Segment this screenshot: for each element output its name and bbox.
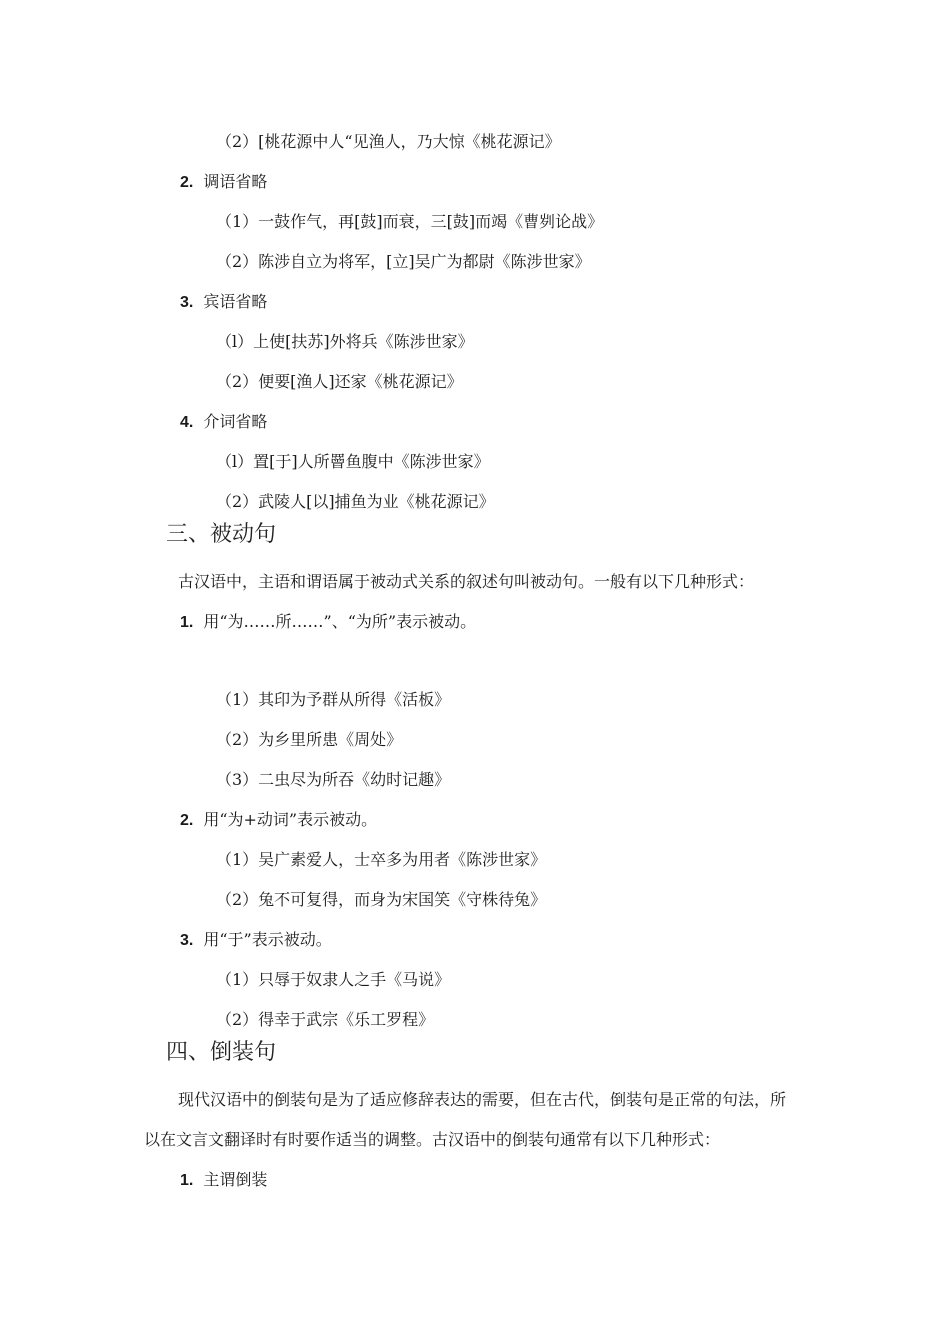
example-line: （1）只辱于奴隶人之手《马说》 — [216, 970, 451, 989]
item-number: 1. — [180, 1172, 194, 1189]
subsection-heading — [180, 930, 332, 951]
subsection-heading — [180, 292, 267, 313]
section-heading: 三、被动句 — [166, 522, 277, 547]
item-number: 3. — [180, 932, 194, 949]
item-number: 1. — [180, 614, 194, 631]
example-line: （2）陈涉自立为将军，[立]吴广为都尉《陈涉世家》 — [216, 252, 591, 271]
subsection-heading — [180, 172, 267, 193]
subsection-label: 用“为+动词”表示被动。 — [203, 810, 378, 829]
example-line: （3）二虫尽为所吞《幼时记趣》 — [216, 770, 451, 789]
subsection-heading — [180, 1170, 267, 1191]
example-line: （2）为乡里所患《周处》 — [216, 730, 403, 749]
subsection-heading — [180, 612, 476, 633]
example-line: （1）其印为予群从所得《活板》 — [216, 690, 451, 709]
example-line: （l）上使[扶苏]外将兵《陈涉世家》 — [216, 332, 474, 351]
section-heading: 四、倒装句 — [166, 1040, 277, 1065]
example-line: （2）[桃花源中人“见渔人，乃大惊《桃花源记》 — [216, 132, 561, 151]
subsection-label: 介词省略 — [203, 412, 268, 431]
example-line: （1）吴广素爱人，士卒多为用者《陈涉世家》 — [216, 850, 547, 869]
subsection-heading — [180, 412, 267, 433]
example-line: （l）置[于]人所罾鱼腹中《陈涉世家》 — [216, 452, 490, 471]
example-line: （2）武陵人[以]捕鱼为业《桃花源记》 — [216, 492, 495, 511]
subsection-label: 宾语省略 — [203, 292, 268, 311]
paragraph-line: 以在文言文翻译时有时要作适当的调整。古汉语中的倒装句通常有以下几种形式： — [144, 1130, 721, 1149]
item-number: 2. — [180, 812, 194, 829]
example-line: （2）兔不可复得，而身为宋国笑《守株待兔》 — [216, 890, 547, 909]
example-line: （2）便要[渔人]还家《桃花源记》 — [216, 372, 463, 391]
subsection-label: 用“为……所……”、“为所”表示被动。 — [203, 612, 477, 631]
item-number: 2. — [180, 174, 194, 191]
item-number: 3. — [180, 294, 194, 311]
subsection-label: 主谓倒装 — [203, 1170, 268, 1189]
paragraph: 古汉语中，主语和谓语属于被动式关系的叙述句叫被动句。一般有以下几种形式： — [178, 572, 755, 591]
subsection-label: 调语省略 — [203, 172, 268, 191]
subsection-label: 用“于”表示被动。 — [203, 930, 332, 949]
paragraph-line: 现代汉语中的倒装句是为了适应修辞表达的需要，但在古代，倒装句是正常的句法，所 — [178, 1090, 787, 1109]
item-number: 4. — [180, 414, 194, 431]
subsection-heading — [180, 810, 377, 831]
example-line: （1）一鼓作气，再[鼓]而衰，三[鼓]而竭《曹刿论战》 — [216, 212, 604, 231]
example-line: （2）得幸于武宗《乐工罗程》 — [216, 1010, 435, 1029]
